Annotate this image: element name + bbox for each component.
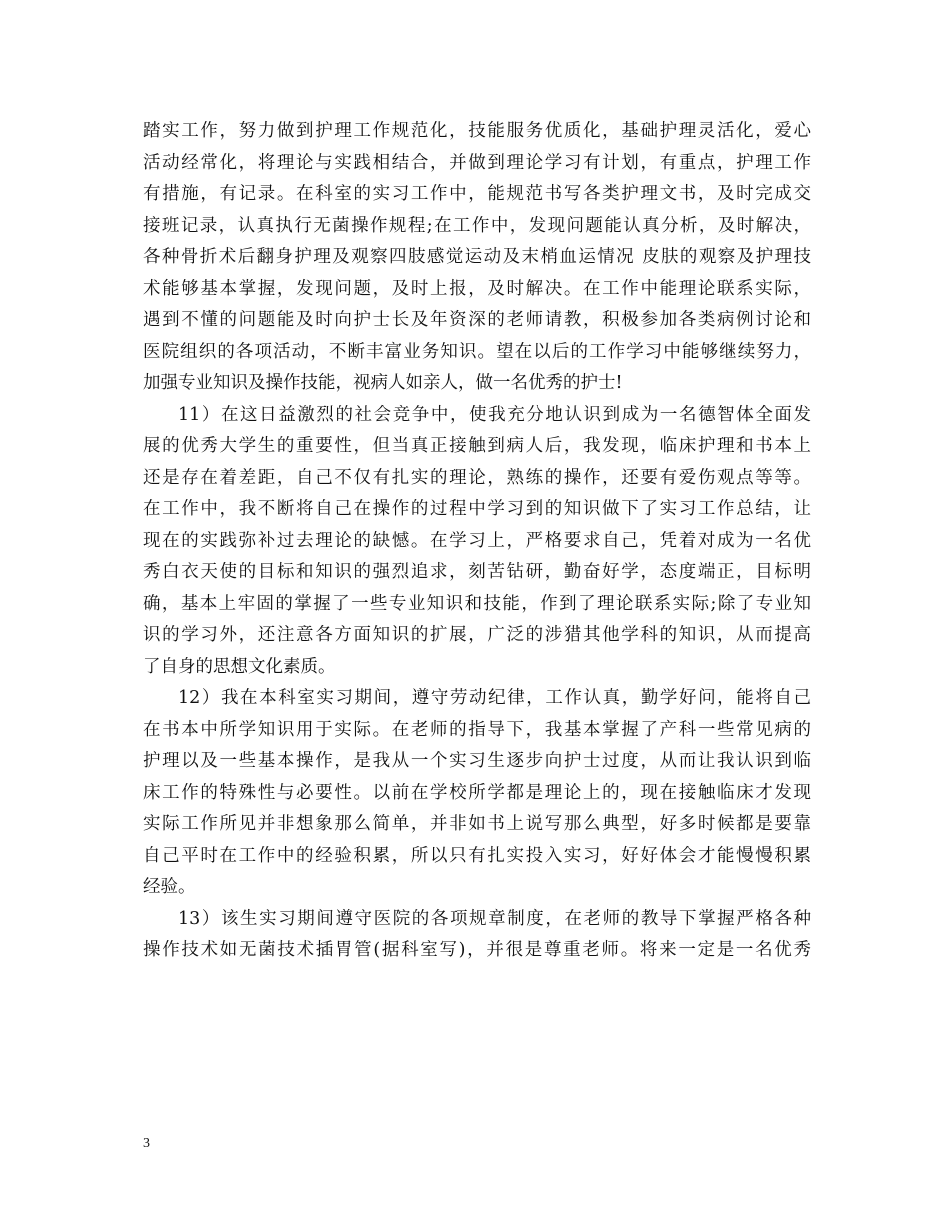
- text-line: 接班记录，认真执行无菌操作规程;在工作中，发现问题能认真分析，及时解决，: [143, 215, 811, 236]
- text-line: 床工作的特殊性与必要性。以前在学校所学都是理论上的，现在接触临床才发现: [143, 782, 811, 803]
- text-line: 现在的实践弥补过去理论的缺憾。在学习上，严格要求自己，凭着对成为一名优: [143, 530, 811, 551]
- text-line: 秀白衣天使的目标和知识的强烈追求，刻苦钻研，勤奋好学，态度端正，目标明: [143, 562, 811, 582]
- text-line: 术能够基本掌握，发现问题，及时上报，及时解决。在工作中能理论联系实际，: [143, 278, 811, 299]
- text-line: 展的优秀大学生的重要性，但当真正接触到病人后，我发现，临床护理和书本上: [143, 436, 811, 456]
- text-line: 13）该生实习期间遵守医院的各项规章制度，在老师的教导下掌握严格各种: [178, 908, 811, 929]
- text-line: 了自身的思想文化素质。: [143, 656, 336, 677]
- text-line: 踏实工作，努力做到护理工作规范化，技能服务优质化，基础护理灵活化，爱心: [143, 121, 811, 141]
- text-line: 遇到不懂的问题能及时向护士长及年资深的老师请教，积极参加各类病例讨论和: [143, 310, 811, 330]
- text-line: 识的学习外，还注意各方面知识的扩展，广泛的涉猎其他学科的知识，从而提高: [143, 625, 811, 645]
- text-line: 确，基本上牢固的掌握了一些专业知识和技能，作到了理论联系实际;除了专业知: [143, 593, 811, 614]
- text-line: 操作技术如无菌技术插胃管(据科室写)，并很是尊重老师。将来一定是一名优秀: [143, 940, 811, 960]
- text-line: 还是存在着差距，自己不仅有扎实的理论，熟练的操作，还要有爱伤观点等等。: [143, 467, 811, 488]
- text-line: 11）在这日益激烈的社会竞争中，使我充分地认识到成为一名德智体全面发: [178, 404, 811, 425]
- page-number: 3: [143, 1136, 150, 1151]
- text-line: 12）我在本科室实习期间，遵守劳动纪律，工作认真，勤学好问，能将自己: [178, 688, 811, 708]
- paragraph-11: [143, 400, 811, 684]
- text-line: 在书本中所学知识用于实际。在老师的指导下，我基本掌握了产科一些常见病的: [143, 719, 811, 740]
- text-line: 活动经常化，将理论与实践相结合，并做到理论学习有计划，有重点，护理工作: [143, 152, 811, 173]
- text-line: 自己平时在工作中的经验积累，所以只有扎实投入实习，好好体会才能慢慢积累: [143, 845, 811, 866]
- document-body: [143, 116, 811, 967]
- paragraph-13: [143, 904, 811, 967]
- text-line: 加强专业知识及操作技能，视病人如亲人，做一名优秀的护士!: [143, 373, 623, 393]
- text-line: 在工作中，我不断将自己在操作的过程中学习到的知识做下了实习工作总结，让: [143, 499, 811, 519]
- text-line: 实际工作所见并非想象那么简单，并非如书上说写那么典型，好多时候都是要靠: [143, 814, 811, 834]
- paragraph-1: [143, 116, 811, 400]
- text-line: 经验。: [143, 877, 196, 897]
- text-line: 医院组织的各项活动，不断丰富业务知识。望在以后的工作学习中能够继续努力，: [143, 341, 811, 362]
- paragraph-12: [143, 683, 811, 904]
- text-line: 各种骨折术后翻身护理及观察四肢感觉运动及末梢血运情况 皮肤的观察及护理技: [143, 247, 811, 267]
- text-line: 有措施，有记录。在科室的实习工作中，能规范书写各类护理文书，及时完成交: [143, 184, 811, 204]
- text-line: 护理以及一些基本操作，是我从一个实习生逐步向护士过度，从而让我认识到临: [143, 751, 811, 771]
